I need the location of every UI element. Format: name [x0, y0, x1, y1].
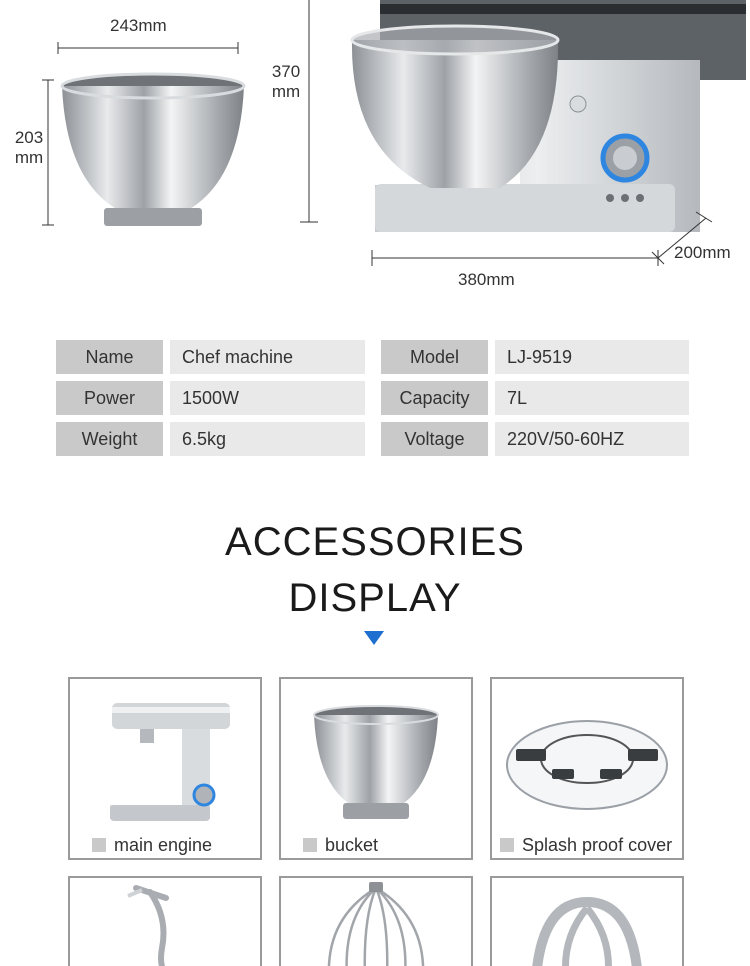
machine-width-label: 380mm: [458, 270, 515, 289]
accessory-card-dough-hook[interactable]: [68, 876, 262, 966]
spec-value: Chef machine: [170, 340, 365, 374]
accessory-card-flat-beater[interactable]: [490, 876, 684, 966]
spec-label: Model: [381, 340, 488, 374]
mixer-image: [352, 0, 746, 232]
splash-cover-icon: [492, 679, 682, 829]
accessory-caption: main engine: [92, 835, 212, 856]
mixer-icon: [70, 679, 260, 829]
bowl-width-label: 243mm: [110, 16, 167, 35]
dough-hook-icon: [70, 878, 260, 966]
accessory-card-splash-cover[interactable]: [490, 677, 684, 860]
spec-value: 6.5kg: [170, 422, 365, 456]
whisk-icon: [281, 878, 471, 966]
accessory-card-whisk[interactable]: [279, 876, 473, 966]
bowl-height-value: 203: [14, 128, 44, 147]
machine-depth-label: 200mm: [674, 243, 731, 262]
spec-value: LJ-9519: [495, 340, 689, 374]
dimensions-figure: [0, 0, 750, 300]
flat-beater-icon: [492, 878, 682, 966]
machine-width-dimension-line: [372, 250, 658, 266]
bowl-height-label: [10, 128, 48, 167]
bowl-image: [62, 74, 244, 226]
machine-height-value: 370: [271, 62, 301, 81]
caption-square-icon: [303, 838, 317, 852]
spec-label: Name: [56, 340, 163, 374]
bowl-height-unit: mm: [14, 147, 44, 167]
section-title-line2: DISPLAY: [288, 576, 462, 620]
bowl-width-dimension-line: [58, 42, 238, 54]
dimension-drawing: [0, 0, 750, 300]
section-title-line1: ACCESSORIES: [225, 520, 525, 564]
spec-label: Power: [56, 381, 163, 415]
down-arrow-icon: [364, 631, 384, 645]
caption-square-icon: [92, 838, 106, 852]
machine-height-label: [266, 62, 306, 101]
accessory-card-bucket[interactable]: [279, 677, 473, 860]
caption-square-icon: [500, 838, 514, 852]
spec-value: 1500W: [170, 381, 365, 415]
machine-height-unit: mm: [271, 81, 301, 101]
accessory-caption: bucket: [303, 835, 378, 856]
spec-value: 7L: [495, 381, 689, 415]
accessory-card-main-engine[interactable]: [68, 677, 262, 860]
spec-value: 220V/50-60HZ: [495, 422, 689, 456]
spec-label: Voltage: [381, 422, 488, 456]
accessory-caption: Splash proof cover: [500, 835, 672, 856]
spec-label: Weight: [56, 422, 163, 456]
machine-height-dimension-line: [300, 0, 318, 222]
spec-label: Capacity: [381, 381, 488, 415]
bowl-icon: [281, 679, 471, 829]
